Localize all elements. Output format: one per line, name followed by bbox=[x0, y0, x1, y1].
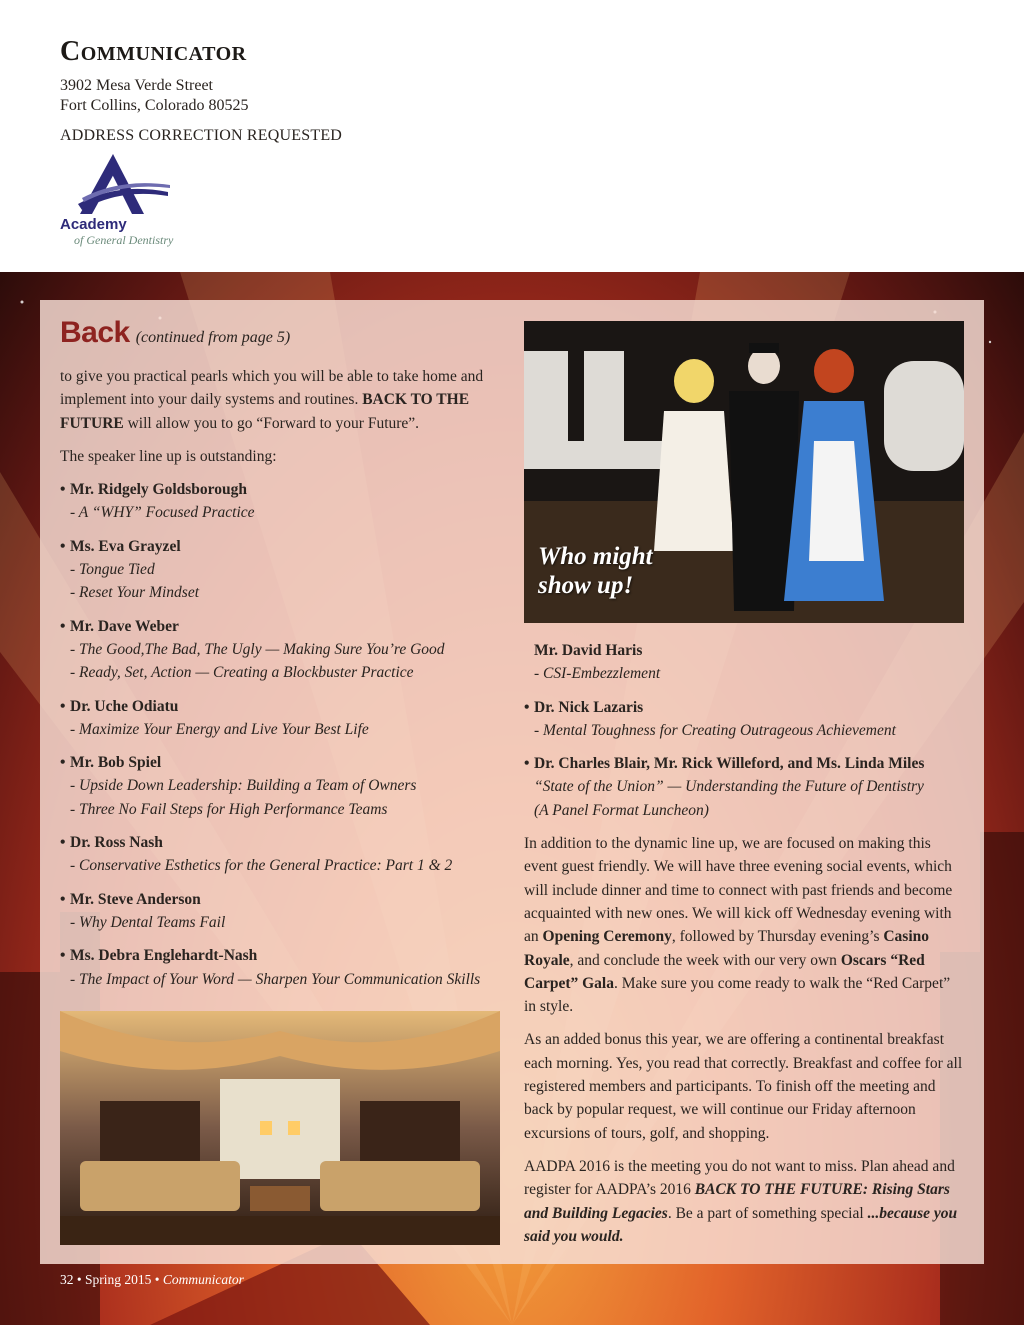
address-correction: ADDRESS CORRECTION REQUESTED bbox=[60, 127, 343, 144]
talk-title: - Maximize Your Energy and Live Your Best Life bbox=[70, 720, 369, 738]
speaker-item bbox=[524, 639, 966, 686]
speaker-name: • Mr. Bob Spiel bbox=[60, 751, 500, 774]
lineup-intro: The speaker line up is outstanding: bbox=[60, 447, 277, 465]
photo-caption: Who might show up! bbox=[538, 543, 653, 599]
events-paragraph: In addition to the dynamic line up, we are focused on making this event guest friendly. We will have three evening social events, which will include dinner and time to connect with past friends and become acquainted with new ones. We will kick off Wednesday evening with an Opening Ceremony, followed by Thursday evening’s Casino Royale, and conclude the week with our very own Oscars “Red Carpet” Gala. Make sure you come ready to walk the “Red Carpet” in style. bbox=[524, 835, 953, 1016]
talk-title: - Three No Fail Steps for High Performance Teams bbox=[70, 800, 388, 818]
speaker-name: • Dr. Ross Nash bbox=[60, 831, 500, 854]
closing-paragraph: AADPA 2016 is the meeting you do not want to miss. Plan ahead and register for AADPA’s 2016 BACK TO THE FUTURE: Rising Stars and Building Legacies. Be a part of something special ...because you said you would. bbox=[524, 1157, 958, 1245]
talk-title: - Why Dental Teams Fail bbox=[70, 913, 226, 931]
speaker-item bbox=[60, 535, 500, 605]
speaker-item bbox=[60, 695, 500, 742]
speaker-item bbox=[60, 751, 500, 821]
talk-title: - A “WHY” Focused Practice bbox=[70, 504, 255, 522]
mailing-header bbox=[0, 0, 1024, 272]
lounge-photo bbox=[60, 1011, 500, 1245]
speaker-name: • Dr. Charles Blair, Mr. Rick Willeford, and Ms. Linda Miles bbox=[524, 752, 966, 775]
speaker-list-left bbox=[60, 478, 500, 991]
talk-title: - Tongue Tied bbox=[70, 561, 155, 579]
speaker-item bbox=[60, 831, 500, 878]
speaker-item bbox=[60, 888, 500, 935]
talk-title: - Upside Down Leadership: Building a Team of Owners bbox=[70, 777, 417, 795]
talk-title: - The Impact of Your Word — Sharpen Your Communication Skills bbox=[70, 970, 481, 988]
speaker-item bbox=[524, 752, 966, 822]
article-heading bbox=[60, 316, 290, 350]
talk-title: - Mental Toughness for Creating Outrageous Achievement bbox=[534, 721, 896, 739]
breakfast-paragraph: As an added bonus this year, we are offering a continental breakfast each morning. Yes, you read that correctly. Breakfast and coffee for all registered members and participants. To finish off the meeting and back by popular request, we will continue our Friday afternoon excursions of tours, golf, and shopping. bbox=[524, 1031, 963, 1142]
speaker-name: • Mr. Steve Anderson bbox=[60, 888, 500, 911]
page-footer: 32 • Spring 2015 • Communicator bbox=[60, 1272, 244, 1287]
talk-title: (A Panel Format Luncheon) bbox=[534, 801, 709, 819]
speaker-name: • Dr. Uche Odiatu bbox=[60, 695, 500, 718]
speaker-name: • Mr. Ridgely Goldsborough bbox=[60, 478, 500, 501]
speaker-name: • Ms. Debra Englehardt-Nash bbox=[60, 944, 500, 967]
intro-paragraph: to give you practical pearls which you will be able to take home and implement into your daily systems and routines. BACK TO THE FUTURE will allow you to go “Forward to your Future”. bbox=[60, 368, 484, 432]
speaker-item bbox=[60, 615, 500, 685]
speaker-name: • Ms. Eva Grayzel bbox=[60, 535, 500, 558]
speaker-name: Mr. David Haris bbox=[534, 642, 643, 659]
speaker-list-right bbox=[524, 639, 966, 822]
speaker-item bbox=[60, 944, 500, 991]
left-column bbox=[60, 365, 500, 1001]
logo-text-academy: Academy bbox=[60, 216, 127, 233]
talk-title: - Conservative Esthetics for the General Practice: Part 1 & 2 bbox=[70, 857, 453, 875]
speaker-name: • Mr. Dave Weber bbox=[60, 615, 500, 638]
speaker-item bbox=[60, 478, 500, 525]
continued-note: (continued from page 5) bbox=[135, 329, 291, 346]
right-column bbox=[524, 639, 966, 1258]
address-line-1: 3902 Mesa Verde Street bbox=[60, 77, 213, 94]
address-line-2: Fort Collins, Colorado 80525 bbox=[60, 97, 249, 114]
publication-title: Communicator bbox=[60, 36, 247, 67]
talk-title: - Reset Your Mindset bbox=[70, 584, 200, 602]
talk-title: “State of the Union” — Understanding the Future of Dentistry bbox=[534, 778, 924, 796]
talk-title: - The Good,The Bad, The Ugly — Making Sure You’re Good bbox=[70, 640, 445, 658]
speaker-item bbox=[524, 696, 966, 743]
speaker-name: • Dr. Nick Lazaris bbox=[524, 696, 966, 719]
heading-back: Back bbox=[60, 316, 130, 349]
logo-text-agd: of General Dentistry bbox=[74, 233, 174, 247]
talk-title: - Ready, Set, Action — Creating a Blockbuster Practice bbox=[70, 664, 414, 682]
talk-title: - CSI-Embezzlement bbox=[534, 665, 661, 683]
